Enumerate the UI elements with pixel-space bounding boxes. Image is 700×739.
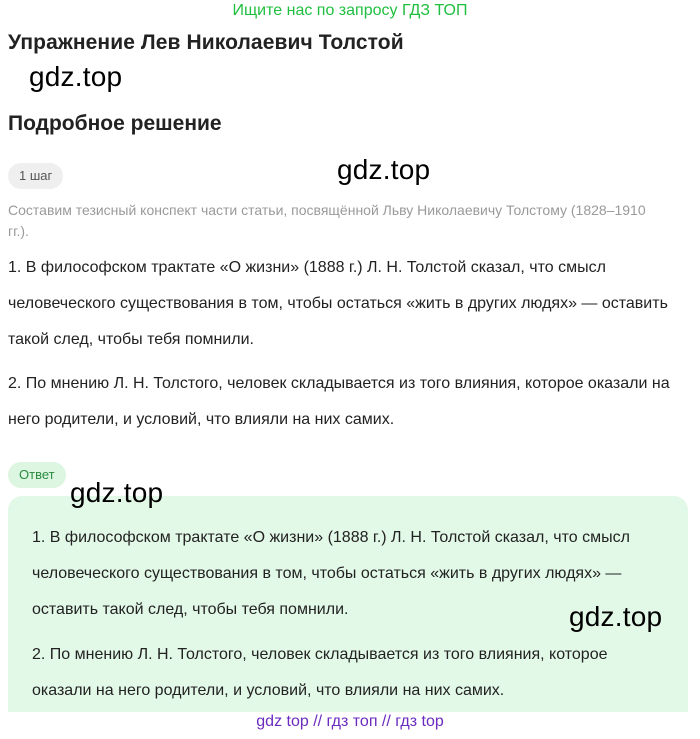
exercise-title: Упражнение Лев Николаевич Толстой (8, 31, 404, 54)
solution-paragraph: 1. В философском трактате «О жизни» (1888 г.) Л. Н. Толстой сказал, что смысл человеческого существования в том, чтобы остаться «жить в других людях» — оставить такой след, чтобы тебя помнили. (8, 259, 668, 348)
watermark: gdz.top (569, 601, 663, 632)
watermark: gdz.top (29, 61, 123, 92)
step-note: Составим тезисный конспект части статьи, посвящённой Льву Николаевичу Толстому (1828–1910 гг.). (8, 202, 646, 239)
step-badge: 1 шаг (8, 163, 63, 189)
footer-links[interactable]: gdz top // гдз топ // гдз top (256, 713, 444, 730)
section-title: Подробное решение (8, 112, 222, 135)
watermark: gdz.top (337, 154, 431, 185)
solution-paragraph: 2. По мнению Л. Н. Толстого, человек складывается из того влияния, которое оказали на него родители, и условий, что влияли на них самих. (8, 375, 670, 428)
search-hint-banner: Ищите нас по запросу ГДЗ ТОП (232, 2, 468, 19)
answer-paragraph: 1. В философском трактате «О жизни» (1888 г.) Л. Н. Толстой сказал, что смысл человеческого существования в том, чтобы остаться «жить в других людях» — оставить такой след, чтобы тебя помнили. (32, 529, 630, 618)
answer-paragraph: 2. По мнению Л. Н. Толстого, человек складывается из того влияния, которое оказали на него родители, и условий, что влияли на них самих. (32, 646, 608, 699)
watermark: gdz.top (70, 477, 164, 508)
answer-badge: Ответ (8, 462, 66, 488)
